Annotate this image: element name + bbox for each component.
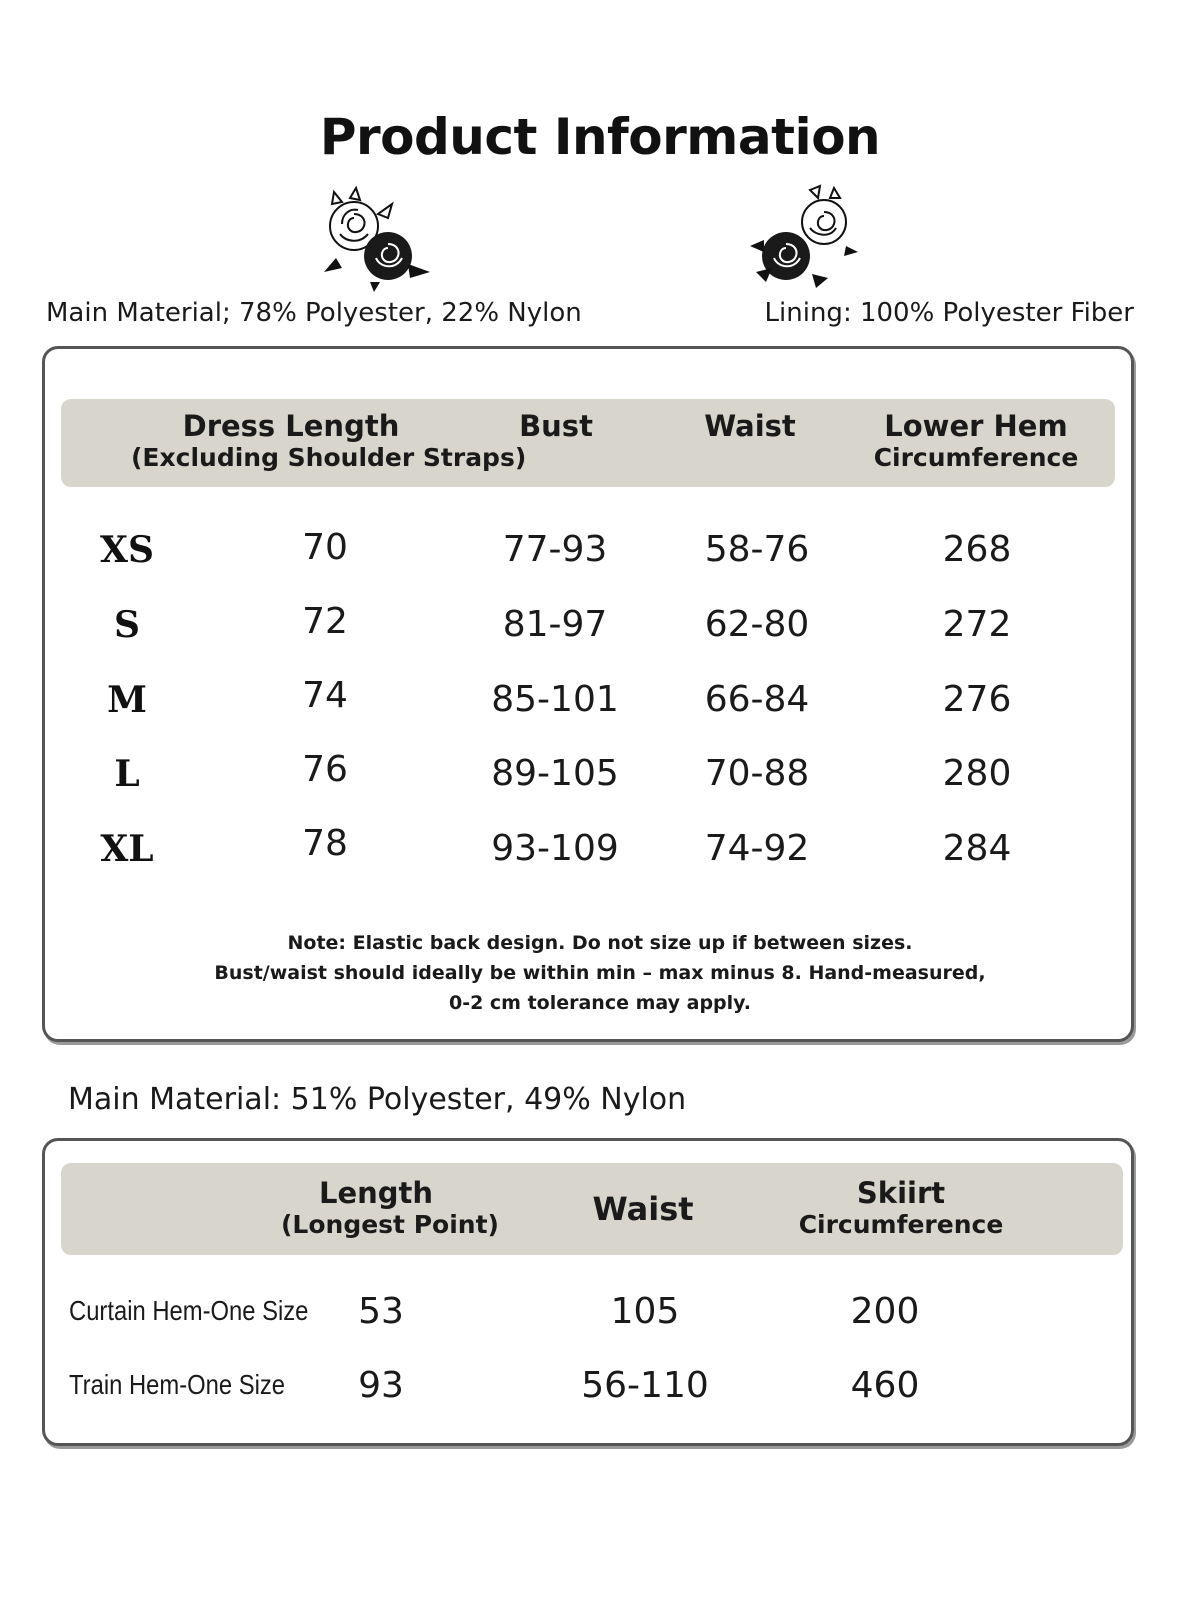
waist-value: 62-80: [704, 604, 810, 645]
length-value: 74: [302, 675, 348, 716]
row-label: Train Hem-One Size: [69, 1369, 286, 1400]
size-label: L: [114, 753, 140, 795]
header-waist: Waist: [592, 1190, 694, 1228]
skirt-value: 200: [850, 1291, 920, 1332]
page-title: Product Information: [319, 108, 881, 166]
hem-value: 268: [942, 529, 1012, 570]
second-material-text: Main Material: 51% Polyester, 49% Nylon: [68, 1082, 687, 1117]
rose-icon: [316, 184, 436, 294]
lining-material-text: Lining: 100% Polyester Fiber: [764, 298, 1134, 328]
waist-value: 56-110: [581, 1365, 709, 1406]
header-lower-hem: Lower Hem Circumference: [873, 409, 1079, 472]
waist-value: 105: [610, 1291, 680, 1332]
bust-value: 93-109: [491, 828, 619, 869]
header-bust: Bust: [519, 409, 593, 443]
main-material-text: Main Material; 78% Polyester, 22% Nylon: [46, 298, 582, 328]
hem-value: 276: [942, 679, 1012, 720]
length-value: 70: [302, 527, 348, 568]
size-label: XS: [100, 529, 154, 571]
length-value: 72: [302, 601, 348, 642]
bust-value: 77-93: [502, 529, 608, 570]
size-chart-skirt: [42, 1138, 1134, 1446]
row-label: Curtain Hem-One Size: [69, 1295, 309, 1326]
hem-value: 284: [942, 828, 1012, 869]
skirt-value: 460: [850, 1365, 920, 1406]
note-line: 0-2 cm tolerance may apply.: [448, 992, 752, 1014]
header-length: Length (Longest Point): [281, 1176, 499, 1239]
hem-value: 272: [942, 604, 1012, 645]
note-line: Bust/waist should ideally be within min – max minus 8. Hand-measured,: [214, 962, 986, 984]
waist-value: 66-84: [704, 679, 810, 720]
size-note: [120, 928, 1080, 1018]
header-dress-length: Dress Length (Excluding Shoulder Straps): [131, 409, 527, 472]
length-value: 53: [358, 1291, 404, 1332]
header-waist: Waist: [704, 409, 796, 443]
table-header: [61, 1163, 1123, 1255]
waist-value: 74-92: [704, 828, 810, 869]
size-label: S: [114, 604, 140, 646]
hem-value: 280: [942, 753, 1012, 794]
table-header: [61, 399, 1115, 487]
waist-value: 70-88: [704, 753, 810, 794]
length-value: 76: [302, 749, 348, 790]
rose-icon: [746, 184, 866, 294]
bust-value: 85-101: [491, 679, 619, 720]
size-label: M: [107, 679, 147, 721]
bust-value: 81-97: [502, 604, 608, 645]
waist-value: 58-76: [704, 529, 810, 570]
size-label: XL: [100, 828, 154, 870]
length-value: 93: [358, 1365, 404, 1406]
bust-value: 89-105: [491, 753, 619, 794]
note-line: Note: Elastic back design. Do not size up if between sizes.: [287, 932, 913, 954]
header-skirt-circumference: Skiirt Circumference: [798, 1176, 1004, 1239]
length-value: 78: [302, 823, 348, 864]
